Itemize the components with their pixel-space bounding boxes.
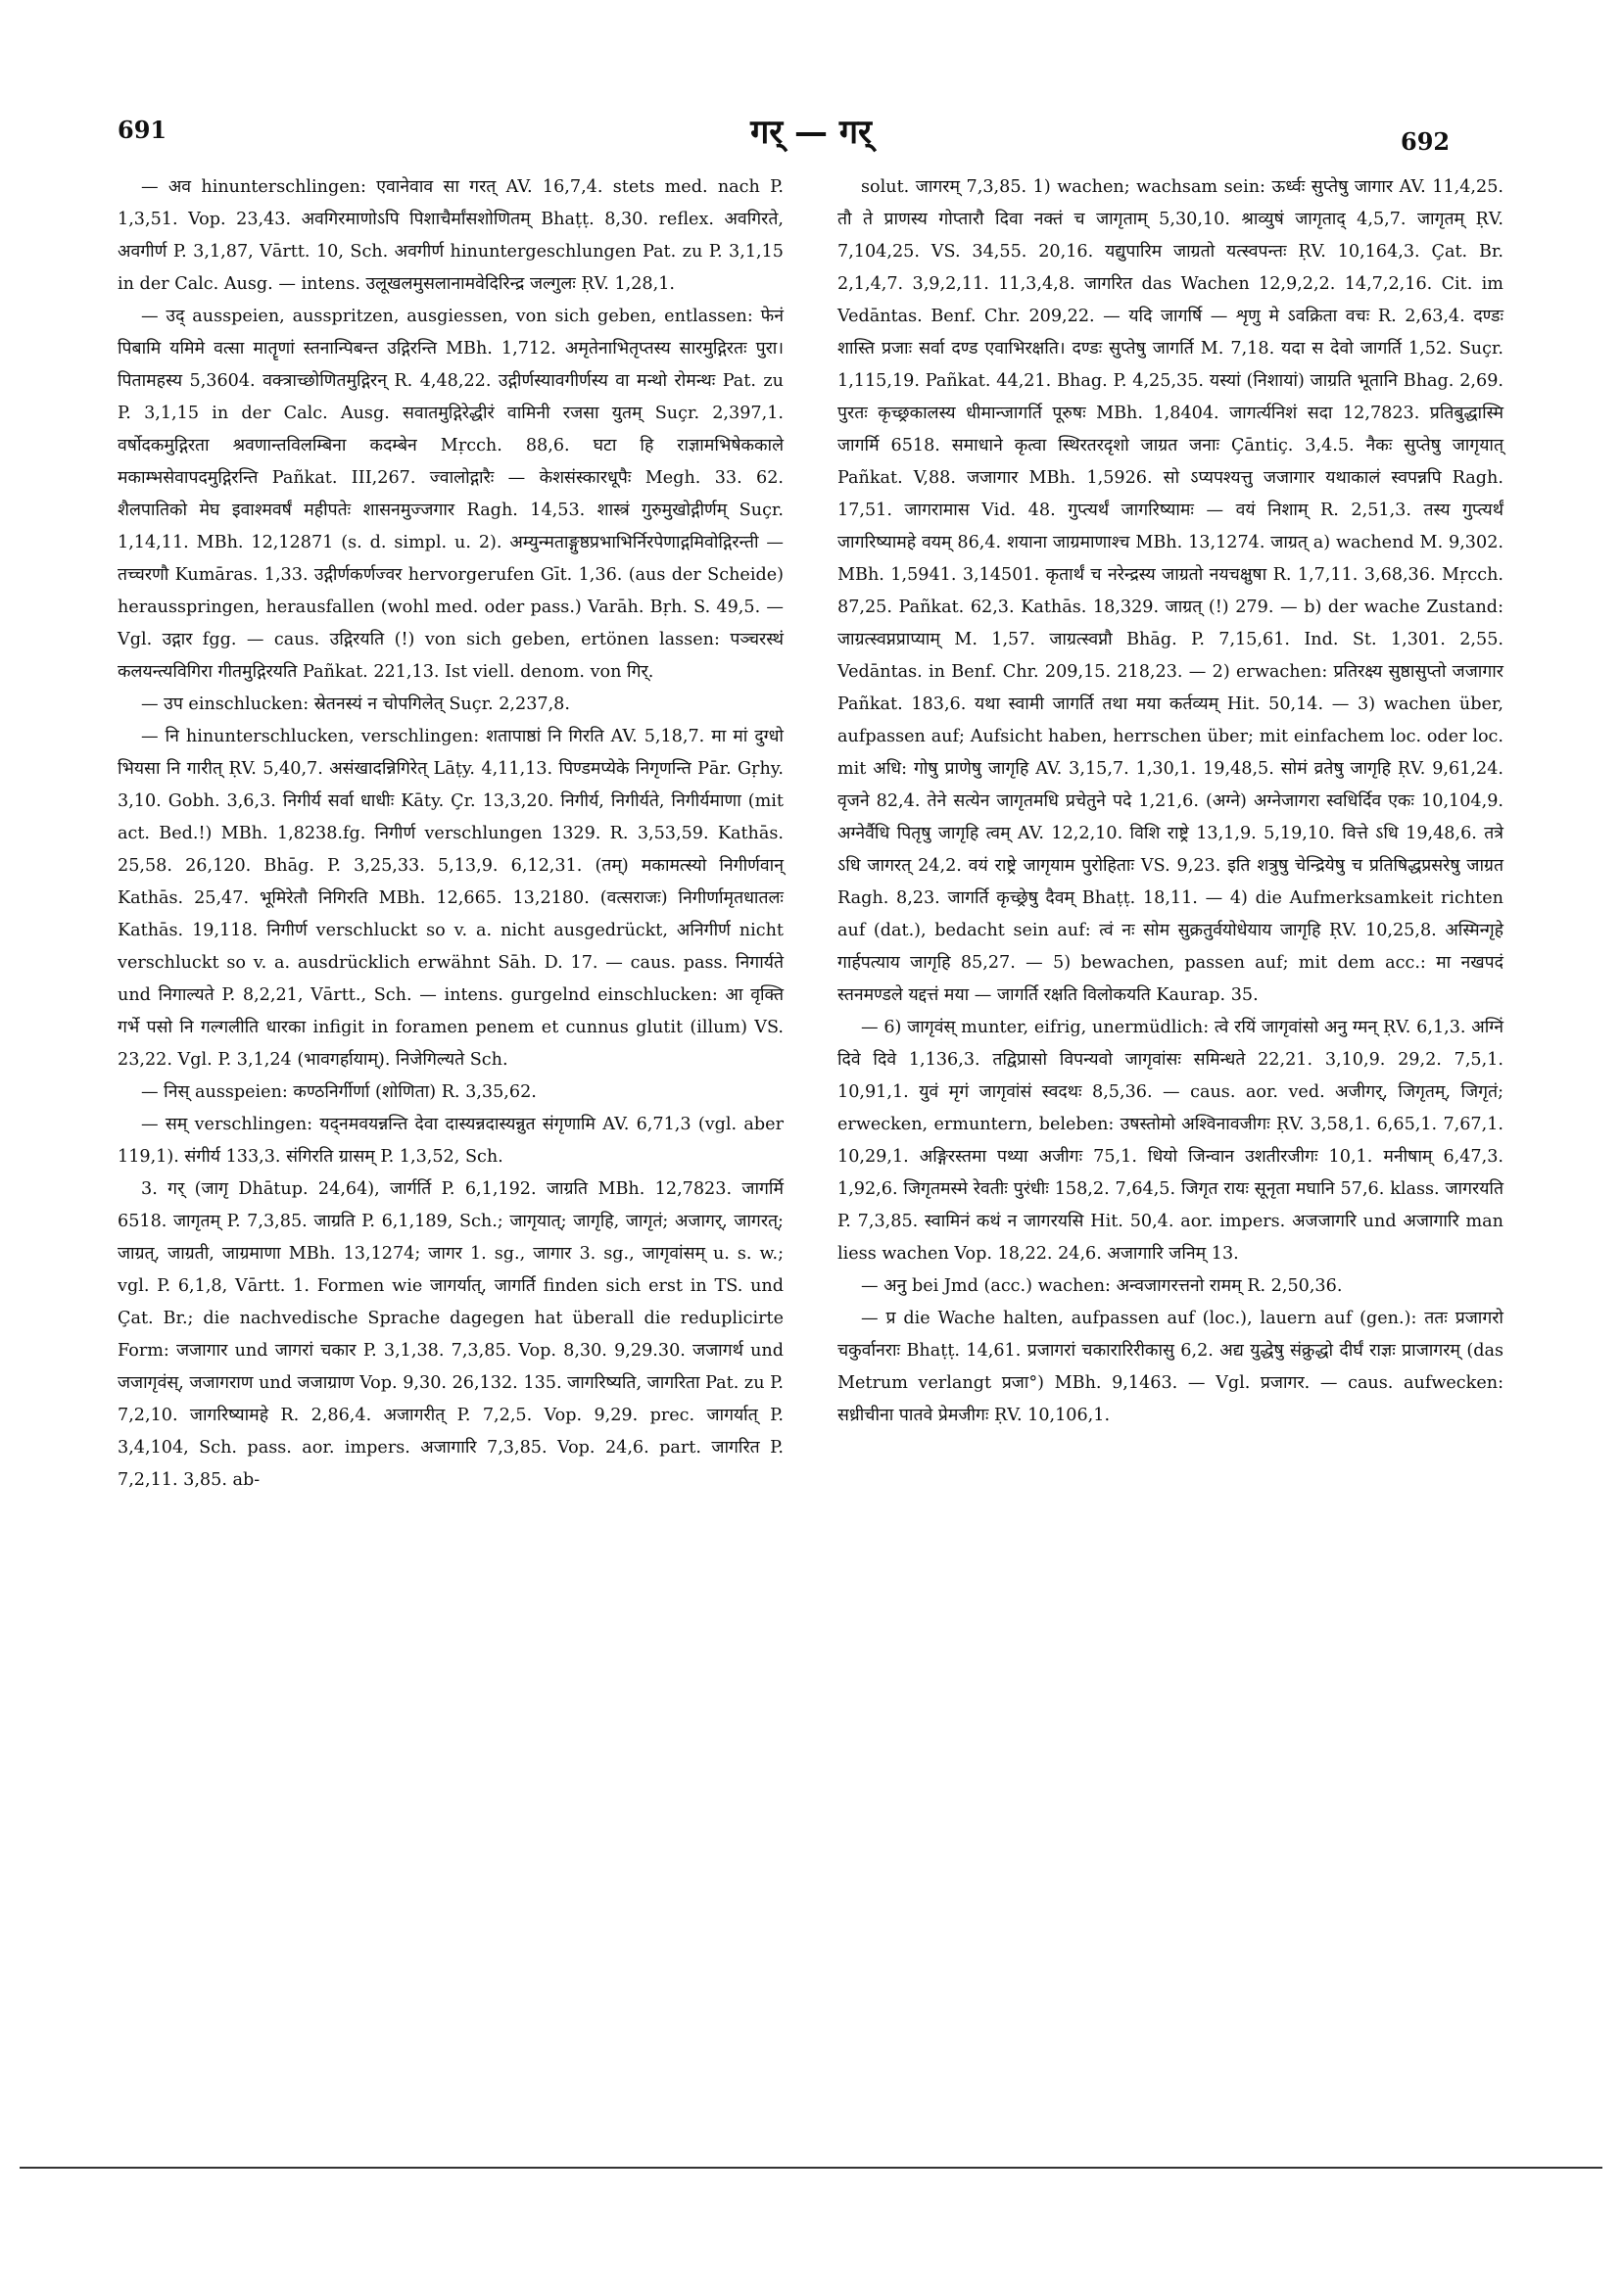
right-page-number: 692: [1401, 127, 1451, 156]
left-paragraph-1: — अव hinunterschlingen: एवानेवाव सा गरत् AV. 16,7,4. stets med. nach P. 1,3,51. Vop. 23,43. अवगिरमाणोऽपि पिशाचैर्मांसशोणितम् Bhaṭṭ. 8,30. reflex. अवगिरते, अवगीर्ण P. 3,1,87, Vārtt. 10, Sch. अवगीर्ण hinuntergeschlungen Pat. zu P. 3,1,15 in der Calc. Ausg. — intens. उलूखलमुसलानामवेदिरिन्द्र जल्गुलः ṚV. 1,28,1.: [118, 177, 784, 294]
footer-rule: [20, 2167, 1602, 2169]
left-paragraph-2: — उद् ausspeien, ausspritzen, ausgiessen, von sich geben, entlassen: फेनं पिबामि यमिमे वत्सा मातॄणां स्तनान्पिबन्त उद्गिरन्ति MBh. 1,712. अमृतेनाभितृप्तस्य सारमुद्गिरतः पुरा। पितामहस्य 5,3604. वक्त्राच्छोणितमुद्गिरन् R. 4,48,22. उद्गीर्णस्यावगीर्णस्य वा मन्थो रोमन्थः Pat. zu P. 3,1,15 in der Calc. Ausg. सवातमुद्गिरेद्धीरं वामिनी रजसा युतम् Suçr. 2,397,1. वर्षोदकमुद्गिरता श्रवणान्तविलम्बिना कदम्बेन Mṛcch. 88,6. घटा हि राज्ञामभिषेककाले मकाम्भसेवापदमुद्गिरन्ति Pañkat. III,267. ज्वालोद्गारैः — केशसंस्कारधूपैः Megh. 33. 62. शैलपातिको मेघ इवाश्मवर्षं महीपतेः शासनमुज्जगार Ragh. 14,53. शास्त्रं गुरुमुखोद्गीर्णम् Suçr. 1,14,11. MBh. 12,12871 (s. d. simpl. u. 2). अम्युन्मताङ्गुष्ठप्रभाभिर्निरपेणाद्गमिवोद्गिरन्ती — तच्चरणौ Kumāras. 1,33. उद्गीर्णकर्णज्वर hervorgerufen Gīt. 1,36. (aus der Scheide) herausspringen, herausfallen (wohl med. oder pass.) Varāh. Bṛh. S. 49,5. — Vgl. उद्गार fgg. — caus. उद्गिरयति (!) von sich geben, ertönen lassen: पञ्चरस्थं कलयन्त्यविगिरा गीतमुद्गिरयति Pañkat. 221,13. Ist viell. denom. von गिर्.: [118, 307, 784, 682]
left-paragraph-5: — निस् ausspeien: कण्ठनिर्गीर्णा (शोणिता) R. 3,35,62.: [141, 1082, 537, 1102]
right-paragraph-2: — 6) जागृवंस् munter, eifrig, unermüdlich: त्वे रयिं जागृवांसो अनु ग्मन् ṚV. 6,1,3. अग्निं दिवे दिवे 1,136,3. तद्विप्रासो विपन्यवो जागृवांसः समिन्धते 22,21. 3,10,9. 29,2. 7,5,1. 10,91,1. युवं मृगं जागृवांसं स्वदथः 8,5,36. — caus. aor. ved. अजीगर्, जिगृतम्, जिगृतं; erwecken, ermuntern, beleben: उषस्तोमो अश्विनावजीगः ṚV. 3,58,1. 6,65,1. 7,67,1. 10,29,1. अङ्गिरस्तमा पथ्या अजीगः 75,1. धियो जिन्वान उशतीरजीगः 10,1. मनीषाम् 6,47,3. 1,92,6. जिगृतमस्मे रेवतीः पुरंधीः 158,2. 7,64,5. जिगृत रायः सूनृता मघानि 57,6. klass. जागरयति P. 7,3,85. स्वामिनं कथं न जागरयसि Hit. 50,4. aor. impers. अजजागरि und अजागारि man liess wachen Vop. 18,22. 24,6. अजागारि जनिम् 13.: [837, 1018, 1503, 1264]
left-paragraph-3: — उप einschlucken: स्रेतनस्यं न चोपगिलेत् Suçr. 2,237,8.: [141, 694, 570, 714]
right-paragraph-1: solut. जागरम् 7,3,85. 1) wachen; wachsam sein: ऊर्ध्वः सुप्तेषु जागार AV. 11,4,25. तौ ते प्राणस्य गोप्तारौ दिवा नक्तं च जागृताम् 5,30,10. श्राव्युषं जागृताद् 4,5,7. जागृतम् ṚV. 7,104,25. VS. 34,55. 20,16. यद्युपारिम जाग्रतो यत्स्वपन्तः ṚV. 10,164,3. Çat. Br. 2,1,4,7. 3,9,2,11. 11,3,4,8. जागरित das Wachen 12,9,2,2. 14,7,2,16. Cit. im Vedāntas. Benf. Chr. 209,22. — यदि जागर्षि — शृणु मे ऽवक्रिता वचः R. 2,63,4. दण्डः शास्ति प्रजाः सर्वा दण्ड एवाभिरक्षति। दण्डः सुप्तेषु जागर्ति M. 7,18. यदा स देवो जागर्ति 1,52. Suçr. 1,115,19. Pañkat. 44,21. Bhag. P. 4,25,35. यस्यां (निशायां) जाग्रति भूतानि Bhag. 2,69. पुरतः कृच्छ्रकालस्य धीमान्जागर्ति पूरुषः MBh. 1,8404. जागर्त्यनिशं सदा 12,7823. प्रतिबुद्धास्मि जागर्मि 6518. समाधाने कृत्वा स्थिरतरदृशो जाग्रत जनाः Çāntiç. 3,4.5. नैकः सुप्तेषु जागृयात् Pañkat. V,88. जजागार MBh. 1,5926. सो ऽप्यपश्यत्तु जजागार यथाकालं स्वपन्नपि Ragh. 17,51. जागरामास Vid. 48. गुप्त्यर्थं जागरिष्यामः — वयं निशाम् R. 2,51,3. तस्य गुप्त्यर्थं जागरिष्यामहे वयम् 86,4. शयाना जाग्रमाणाश्च MBh. 13,1274. जाग्रत् a) wachend M. 9,302. MBh. 1,5941. 3,14501. कृतार्थं च नरेन्द्रस्य जाग्रतो नयचक्षुषा R. 1,7,11. 3,68,36. Mṛcch. 87,25. Pañkat. 62,3. Kathās. 18,329. जाग्रत् (!) 279. — b) der wache Zustand: जाग्रत्स्वप्नप्राप्याम् M. 1,57. जाग्रत्स्वप्नौ Bhāg. P. 7,15,61. Ind. St. 1,301. 2,55. Vedāntas. in Benf. Chr. 209,15. 218,23. — 2) erwachen: प्रतिरक्ष्य सुष्ठासुप्तो जजागार Pañkat. 183,6. यथा स्वामी जागर्ति तथा मया कर्तव्यम् Hit. 50,14. — 3) wachen über, aufpassen auf; Aufsicht haben, herrschen über; mit einfachem loc. oder loc. mit अधि: गोषु प्राणेषु जागृहि AV. 3,15,7. 1,30,1. 19,48,5. सोमं व्रतेषु जागृहि ṚV. 9,61,24. वृजने 82,4. तेने सत्येन जागृतमधि प्रचेतुने पदे 1,21,6. (अग्ने) अग्नेजागरा स्वधिर्दिव एकः 10,104,9. अग्नेर्वैधि पितृषु जागृहि त्वम् AV. 12,2,10. विशि राष्ट्रे 13,1,9. 5,19,10. वित्ते ऽधि 19,48,6. तत्रे ऽधि जागरत् 24,2. वयं राष्ट्रे जागृयाम पुरोहिताः VS. 9,23. इति शत्रुषु चेन्द्रियेषु च प्रतिषिद्धप्रसरेषु जाग्रत Ragh. 8,23. जागर्ति कृच्छ्रेषु दैवम् Bhaṭṭ. 18,11. — 4) die Aufmerksamkeit richten auf (dat.), bedacht sein auf: त्वं नः सोम सुक्रतुर्वयोधेयाय जागृहि ṚV. 10,25,8. अस्मिन्गृहे गार्हपत्याय जागृहि 85,27. — 5) bewachen, passen auf; mit dem acc.: मा नखपदं स्तनमण्डले यद्दत्तं मया — जागर्ति रक्षति विलोकयति Kaurap. 35.: [837, 177, 1503, 1005]
left-paragraph-6: — सम् verschlingen: यद्नमवयन्नन्ति देवा दास्यन्नदास्यन्नुत संगृणामि AV. 6,71,3 (vgl. aber 119,1). संगीर्य 133,3. संगिरति ग्रासम् P. 1,3,52, Sch.: [118, 1115, 784, 1167]
left-column: [118, 171, 784, 1497]
right-paragraph-4: — प्र die Wache halten, aufpassen auf (loc.), lauern auf (gen.): ततः प्रजागरो चकुर्वानराः Bhaṭṭ. 14,61. प्रजागरां चकारारिरीकासु 6,2. अद्य युद्धेषु संक्रुद्धो दीर्घं राज्ञः प्राजागरम् (das Metrum verlangt प्रजा°) MBh. 9,1463. — Vgl. प्रजागर. — caus. aufwecken: सध्रीचीना पातवे प्रेमजीगः ṚV. 10,106,1.: [837, 1309, 1503, 1425]
left-page-number: 691: [118, 116, 167, 144]
right-column: [837, 171, 1503, 1432]
page-title: गर् — गर्: [750, 113, 872, 152]
left-paragraph-4: — नि hinunterschlucken, verschlingen: शतापाष्ठां नि गिरति AV. 5,18,7. मा मां दुग्धो भियसा नि गारीत् ṚV. 5,40,7. असंखादन्निगिरेत् Lāṭy. 4,11,13. पिण्डमप्येके निगृणन्ति Pār. Gṛhy. 3,10. Gobh. 3,6,3. निगीर्य सर्वा धाधीः Kāty. Çr. 13,3,20. निगीर्य, निगीर्यते, निगीर्यमाणा (mit act. Bed.!) MBh. 1,8238.fg. निगीर्ण verschlungen 1329. R. 3,53,59. Kathās. 25,58. 26,120. Bhāg. P. 3,25,33. 5,13,9. 6,12,31. (तम्) मकामत्स्यो निगीर्णवान् Kathās. 25,47. भूमिरेतौ निगिरति MBh. 12,665. 13,2180. (वत्सराजः) निगीर्णामृतधातलः Kathās. 19,118. निगीर्ण verschluckt so v. a. nicht ausgedrückt, अनिगीर्ण nicht verschluckt so v. a. ausdrücklich erwähnt Sāh. D. 17. — caus. pass. निगार्यते und निगाल्यते P. 8,2,21, Vārtt., Sch. — intens. gurgelnd einschlucken: आ वृक्ति गर्भे पसो नि गल्गलीति धारका infigit in foramen penem et cunnus glutit (illum) VS. 23,22. Vgl. P. 3,1,24 (भावगर्हायाम्). निजेगिल्यते Sch.: [118, 727, 784, 1070]
right-paragraph-3: — अनु bei Jmd (acc.) wachen: अन्वजागरत्तनो रामम् R. 2,50,36.: [861, 1276, 1343, 1296]
left-paragraph-7: 3. गर् (जागृ Dhātup. 24,64), जार्गर्ति P. 6,1,192. जाग्रति MBh. 12,7823. जागर्मि 6518. जागृतम् P. 7,3,85. जाग्रति P. 6,1,189, Sch.; जागृयात्; जागृहि, जागृतं; अजागर्, जागरत्; जाग्रत्, जाग्रती, जाग्रमाणा MBh. 13,1274; जागर 1. sg., जागार 3. sg., जागृवांसम् u. s. w.; vgl. P. 6,1,8, Vārtt. 1. Formen wie जागर्यात्, जागर्ति finden sich erst in TS. und Çat. Br.; die nachvedische Sprache dagegen hat überall die reduplicirte Form: जजागार und जागरां चकार P. 3,1,38. 7,3,85. Vop. 8,30. 9,29.30. जजागर्थ und जजागृवंस्, जजागराण und जजाग्राण Vop. 9,30. 26,132. 135. जागरिष्यति, जागरिता Pat. zu P. 7,2,10. जागरिष्यामहे R. 2,86,4. अजागरीत् P. 7,2,5. Vop. 9,29. prec. जागर्यात् P. 3,4,104, Sch. pass. aor. impers. अजागारि 7,3,85. Vop. 24,6. part. जागरित P. 7,2,11. 3,85. ab-: [118, 1179, 784, 1490]
